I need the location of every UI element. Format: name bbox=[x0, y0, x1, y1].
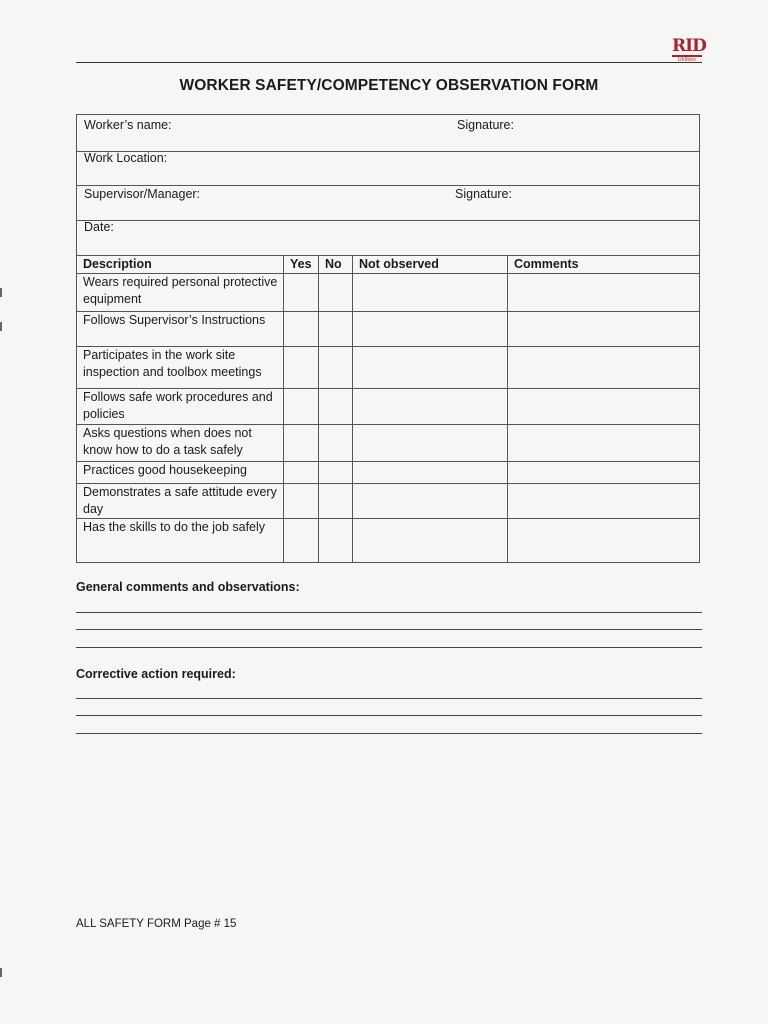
yes-cell[interactable] bbox=[284, 347, 319, 389]
not-observed-cell[interactable] bbox=[353, 312, 508, 347]
row-description: Demonstrates a safe attitude every day bbox=[77, 484, 284, 519]
workers-name-label: Worker’s name: bbox=[84, 118, 172, 132]
no-cell[interactable] bbox=[319, 312, 353, 347]
no-cell[interactable] bbox=[319, 389, 353, 425]
not-observed-cell[interactable] bbox=[353, 347, 508, 389]
supervisor-label: Supervisor/Manager: bbox=[84, 187, 201, 201]
comments-cell[interactable] bbox=[508, 347, 700, 389]
table-row bbox=[77, 462, 700, 484]
column-header-yes: Yes bbox=[284, 256, 319, 274]
column-header-no: No bbox=[319, 256, 353, 274]
yes-cell[interactable] bbox=[284, 274, 319, 312]
not-observed-cell[interactable] bbox=[353, 389, 508, 425]
general-comments-line[interactable] bbox=[76, 612, 702, 613]
row-description: Has the skills to do the job safely bbox=[77, 519, 284, 563]
row-description: Follows Supervisor’s Instructions bbox=[77, 312, 284, 347]
table-row bbox=[77, 389, 700, 425]
row-description: Follows safe work procedures and policies bbox=[77, 389, 284, 425]
logo-subtext: Utilities bbox=[678, 57, 696, 63]
no-cell[interactable] bbox=[319, 519, 353, 563]
comments-cell[interactable] bbox=[508, 484, 700, 519]
yes-cell[interactable] bbox=[284, 312, 319, 347]
row-description: Asks questions when does not know how to do a task safely bbox=[77, 425, 284, 462]
no-cell[interactable] bbox=[319, 484, 353, 519]
table-header-row bbox=[77, 256, 700, 274]
logo-text: RID bbox=[672, 36, 706, 56]
info-divider bbox=[77, 220, 699, 221]
corrective-action-line[interactable] bbox=[76, 698, 702, 699]
general-comments-line[interactable] bbox=[76, 647, 702, 648]
no-cell[interactable] bbox=[319, 425, 353, 462]
column-header-description: Description bbox=[77, 256, 284, 274]
column-header-not-observed: Not observed bbox=[353, 256, 508, 274]
corrective-action-line[interactable] bbox=[76, 733, 702, 734]
comments-cell[interactable] bbox=[508, 312, 700, 347]
page-title: WORKER SAFETY/COMPETENCY OBSERVATION FORM bbox=[179, 77, 599, 94]
yes-cell[interactable] bbox=[284, 425, 319, 462]
scan-edge-mark bbox=[0, 322, 2, 331]
yes-cell[interactable] bbox=[284, 484, 319, 519]
no-cell[interactable] bbox=[319, 347, 353, 389]
yes-cell[interactable] bbox=[284, 519, 319, 563]
scan-edge-mark bbox=[0, 968, 2, 977]
table-row bbox=[77, 312, 700, 347]
supervisor-signature-label: Signature: bbox=[455, 187, 512, 201]
table-row bbox=[77, 519, 700, 563]
info-divider bbox=[77, 185, 699, 186]
header-rule bbox=[76, 62, 702, 63]
not-observed-cell[interactable] bbox=[353, 425, 508, 462]
observation-table bbox=[76, 255, 700, 563]
row-description: Practices good housekeeping bbox=[77, 462, 284, 484]
page-footer: ALL SAFETY FORM Page # 15 bbox=[76, 918, 237, 930]
comments-cell[interactable] bbox=[508, 274, 700, 312]
worker-signature-label: Signature: bbox=[457, 118, 514, 132]
comments-cell[interactable] bbox=[508, 519, 700, 563]
row-description: Wears required personal protective equipment bbox=[77, 274, 284, 312]
comments-cell[interactable] bbox=[508, 425, 700, 462]
not-observed-cell[interactable] bbox=[353, 519, 508, 563]
corrective-action-line[interactable] bbox=[76, 715, 702, 716]
comments-cell[interactable] bbox=[508, 389, 700, 425]
table-row bbox=[77, 425, 700, 462]
company-logo bbox=[672, 36, 706, 63]
table-row bbox=[77, 484, 700, 519]
column-header-comments: Comments bbox=[508, 256, 700, 274]
scan-edge-mark bbox=[0, 288, 2, 297]
info-divider bbox=[77, 151, 699, 152]
not-observed-cell[interactable] bbox=[353, 462, 508, 484]
table-row bbox=[77, 347, 700, 389]
comments-cell[interactable] bbox=[508, 462, 700, 484]
general-comments-line[interactable] bbox=[76, 629, 702, 630]
date-label: Date: bbox=[84, 220, 114, 234]
worker-info-box bbox=[76, 114, 700, 256]
table-row bbox=[77, 274, 700, 312]
no-cell[interactable] bbox=[319, 274, 353, 312]
yes-cell[interactable] bbox=[284, 389, 319, 425]
general-comments-heading: General comments and observations: bbox=[76, 580, 300, 594]
no-cell[interactable] bbox=[319, 462, 353, 484]
not-observed-cell[interactable] bbox=[353, 274, 508, 312]
work-location-label: Work Location: bbox=[84, 151, 168, 165]
not-observed-cell[interactable] bbox=[353, 484, 508, 519]
yes-cell[interactable] bbox=[284, 462, 319, 484]
row-description: Participates in the work site inspection and toolbox meetings bbox=[77, 347, 284, 389]
corrective-action-heading: Corrective action required: bbox=[76, 667, 236, 681]
